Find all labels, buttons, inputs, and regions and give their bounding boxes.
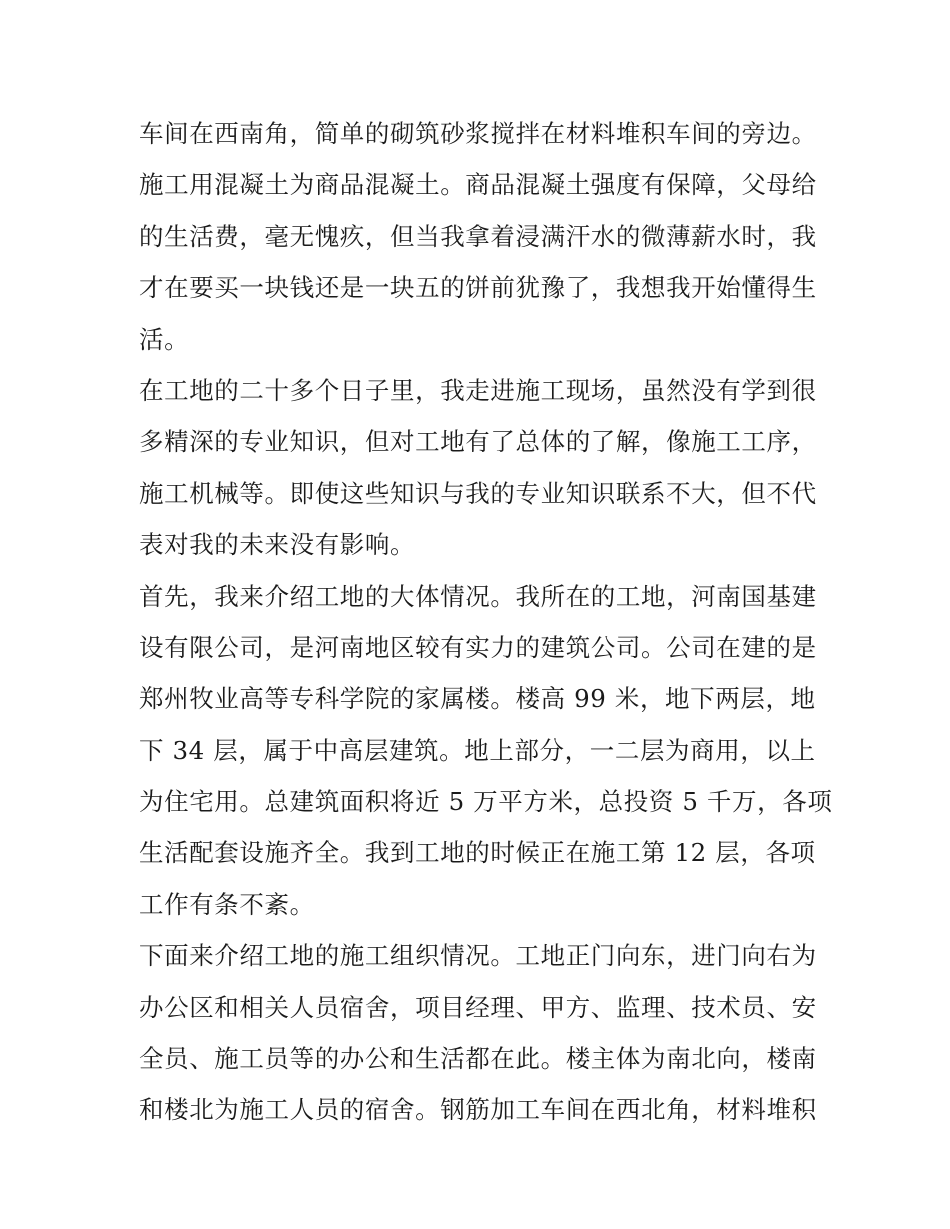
text-line: 车间在西南角，简单的砌筑砂浆搅拌在材料堆积车间的旁边。 (139, 119, 817, 148)
text-line: 和楼北为施工人员的宿舍。钢筋加工车间在西北角，材料堆积 (139, 1095, 817, 1125)
text-line: 下 34 层，属于中高层建筑。地上部分，一二层为商用，以上 (139, 735, 816, 765)
paragraph (139, 159, 819, 365)
text-line: 的生活费，毫无愧疚，但当我拿着浸满汗水的微薄薪水时，我 (139, 221, 817, 251)
paragraph (139, 365, 819, 571)
text-line: 为住宅用。总建筑面积将近 5 万平方米，总投资 5 千万，各项 (139, 787, 833, 817)
text-line: 全员、施工员等的办公和生活都在此。楼主体为南北向，楼南 (139, 1044, 817, 1074)
paragraph (139, 930, 819, 1136)
text-line: 多精深的专业知识，但对工地有了总体的了解，像施工工序， (139, 427, 817, 457)
text-line: 才在要买一块钱还是一块五的饼前犹豫了，我想我开始懂得生 (139, 273, 817, 303)
text-line: 表对我的未来没有影响。 (139, 530, 416, 560)
text-line: 施工用混凝土为商品混凝土。商品混凝土强度有保障，父母给 (139, 170, 817, 200)
text-line: 郑州牧业高等专科学院的家属楼。楼高 99 米，地下两层，地 (139, 684, 816, 714)
text-line: 首先，我来介绍工地的大体情况。我所在的工地，河南国基建 (139, 581, 817, 611)
paragraph (139, 571, 833, 931)
text-line: 生活配套设施齐全。我到工地的时候正在施工第 12 层，各项 (139, 838, 816, 868)
text-line: 活。 (139, 324, 190, 354)
text-line: 下面来介绍工地的施工组织情况。工地正门向东，进门向右为 (139, 941, 817, 971)
text-line: 在工地的二十多个日子里，我走进施工现场，虽然没有学到很 (139, 375, 817, 405)
text-line: 办公区和相关人员宿舍，项目经理、甲方、监理、技术员、安 (139, 992, 817, 1022)
text-line: 施工机械等。即使这些知识与我的专业知识联系不大，但不代 (139, 478, 817, 508)
document-page (139, 108, 833, 1136)
paragraph (139, 108, 819, 159)
text-line: 工作有条不紊。 (139, 889, 315, 919)
text-line: 设有限公司，是河南地区较有实力的建筑公司。公司在建的是 (139, 632, 817, 662)
